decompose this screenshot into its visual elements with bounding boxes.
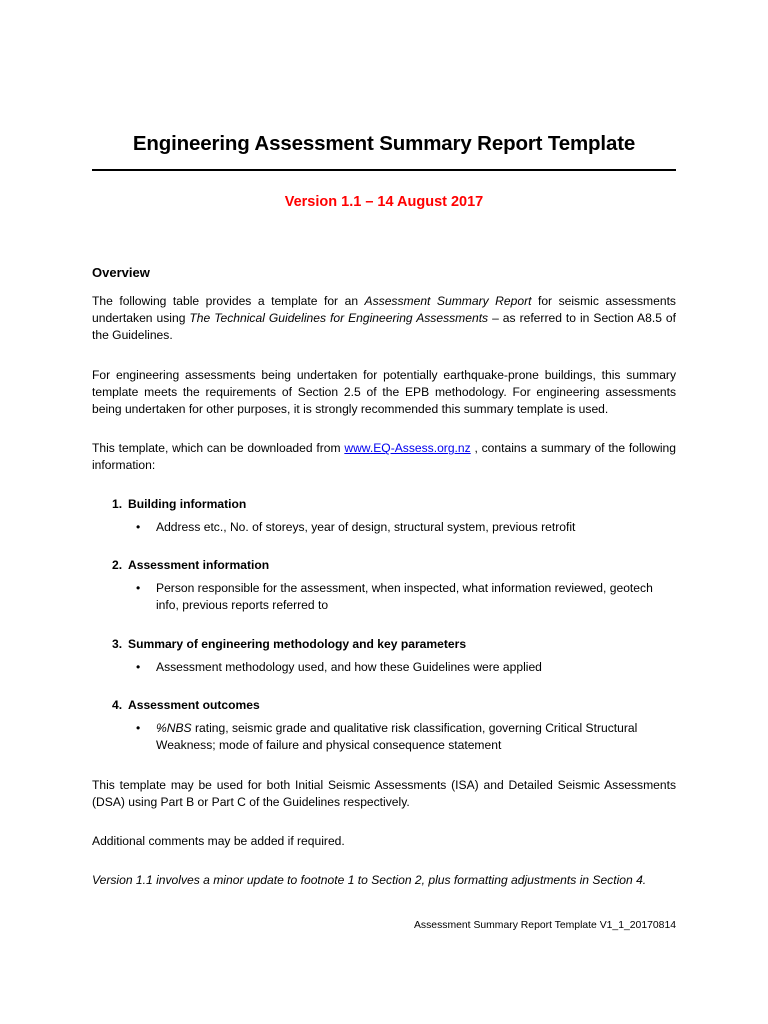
- version-line: Version 1.1 – 14 August 2017: [284, 194, 484, 210]
- sub-bullet-text: Assessment methodology used, and how these Guidelines were applied: [156, 659, 542, 674]
- sub-bullet-list: [128, 513, 676, 536]
- overview-paragraph-1: [92, 281, 676, 345]
- list-item-label: Assessment information: [128, 558, 270, 573]
- bullet-dot-icon: •: [136, 519, 141, 534]
- sub-bullet-item: [128, 574, 676, 614]
- bullet-dot-icon: •: [136, 659, 141, 674]
- page-title: Engineering Assessment Summary Report Template: [132, 132, 636, 155]
- sub-bullet-list: [128, 653, 676, 676]
- list-item-number: 4.: [112, 698, 123, 713]
- sub-bullet-text: Person responsible for the assessment, when inspected, what information reviewed, geotech info, previous reports referred to: [156, 581, 653, 613]
- overview-heading: Overview: [92, 265, 150, 280]
- list-item: [92, 676, 676, 755]
- sub-bullet-list: [128, 574, 676, 614]
- sub-bullet-text: rating, seismic grade and qualitative risk classification, governing Critical Structural Weakness; mode of failure and physical consequence statement: [156, 721, 638, 753]
- overview-p3-text-1: This template, which can be downloaded from: [92, 441, 345, 456]
- list-item-label: Building information: [128, 496, 247, 511]
- overview-p1-text-1: The following table provides a template for an: [92, 294, 365, 308]
- closing-paragraph-2: Additional comments may be added if required.: [92, 834, 345, 849]
- sub-bullet-item: [128, 653, 676, 676]
- closing-paragraph-1: This template may be used for both Initial Seismic Assessments (ISA) and Detailed Seismic Assessments (DSA) using Part B or Part C of the Guidelines respectively.: [92, 777, 676, 809]
- sub-bullet-item: [128, 513, 676, 536]
- sub-bullet-list: [128, 714, 676, 754]
- list-item: [92, 475, 676, 536]
- overview-p1-emphasis-2: The Technical Guidelines for Engineering Assessments: [189, 311, 489, 326]
- list-item: [92, 615, 676, 676]
- eq-assess-link[interactable]: www.EQ-Assess.org.nz: [344, 441, 471, 456]
- list-item-number: 1.: [112, 496, 123, 511]
- sub-bullet-text: Address etc., No. of storeys, year of design, structural system, previous retrofit: [156, 519, 576, 534]
- overview-p1-text-3: – as referred to in Section A8.5 of the Guidelines.: [92, 311, 676, 343]
- overview-p1-text-2: for seismic assessments undertaken using: [92, 294, 676, 326]
- list-item-label: Summary of engineering methodology and key parameters: [128, 636, 467, 651]
- bullet-dot-icon: •: [136, 721, 141, 736]
- version-note: Version 1.1 involves a minor update to footnote 1 to Section 2, plus formatting adjustments in Section 4.: [92, 873, 647, 888]
- list-item: [92, 536, 676, 615]
- sub-bullet-emphasis: %NBS: [156, 721, 192, 736]
- document-footer: Assessment Summary Report Template V1_1_20170814: [413, 920, 676, 932]
- sub-bullet-item: [128, 714, 676, 754]
- overview-paragraph-3: [92, 418, 676, 474]
- list-item-number: 2.: [112, 558, 123, 573]
- overview-paragraph-2: For engineering assessments being undertaken for potentially earthquake-prone buildings, this summary template meets the requirements of Section 2.5 of the EPB methodology. For engineering assessments being undertaken for other purposes, it is strongly recommended this summary template is used.: [92, 367, 676, 417]
- list-item-label: Assessment outcomes: [128, 698, 260, 713]
- page-content: [92, 0, 676, 932]
- overview-p3-text-2: , contains a summary of the following information:: [92, 441, 676, 473]
- information-list: [92, 475, 676, 755]
- overview-p1-emphasis-1: Assessment Summary Report: [364, 294, 532, 308]
- title-divider: [92, 169, 676, 171]
- bullet-dot-icon: •: [136, 581, 141, 596]
- list-item-number: 3.: [112, 636, 123, 651]
